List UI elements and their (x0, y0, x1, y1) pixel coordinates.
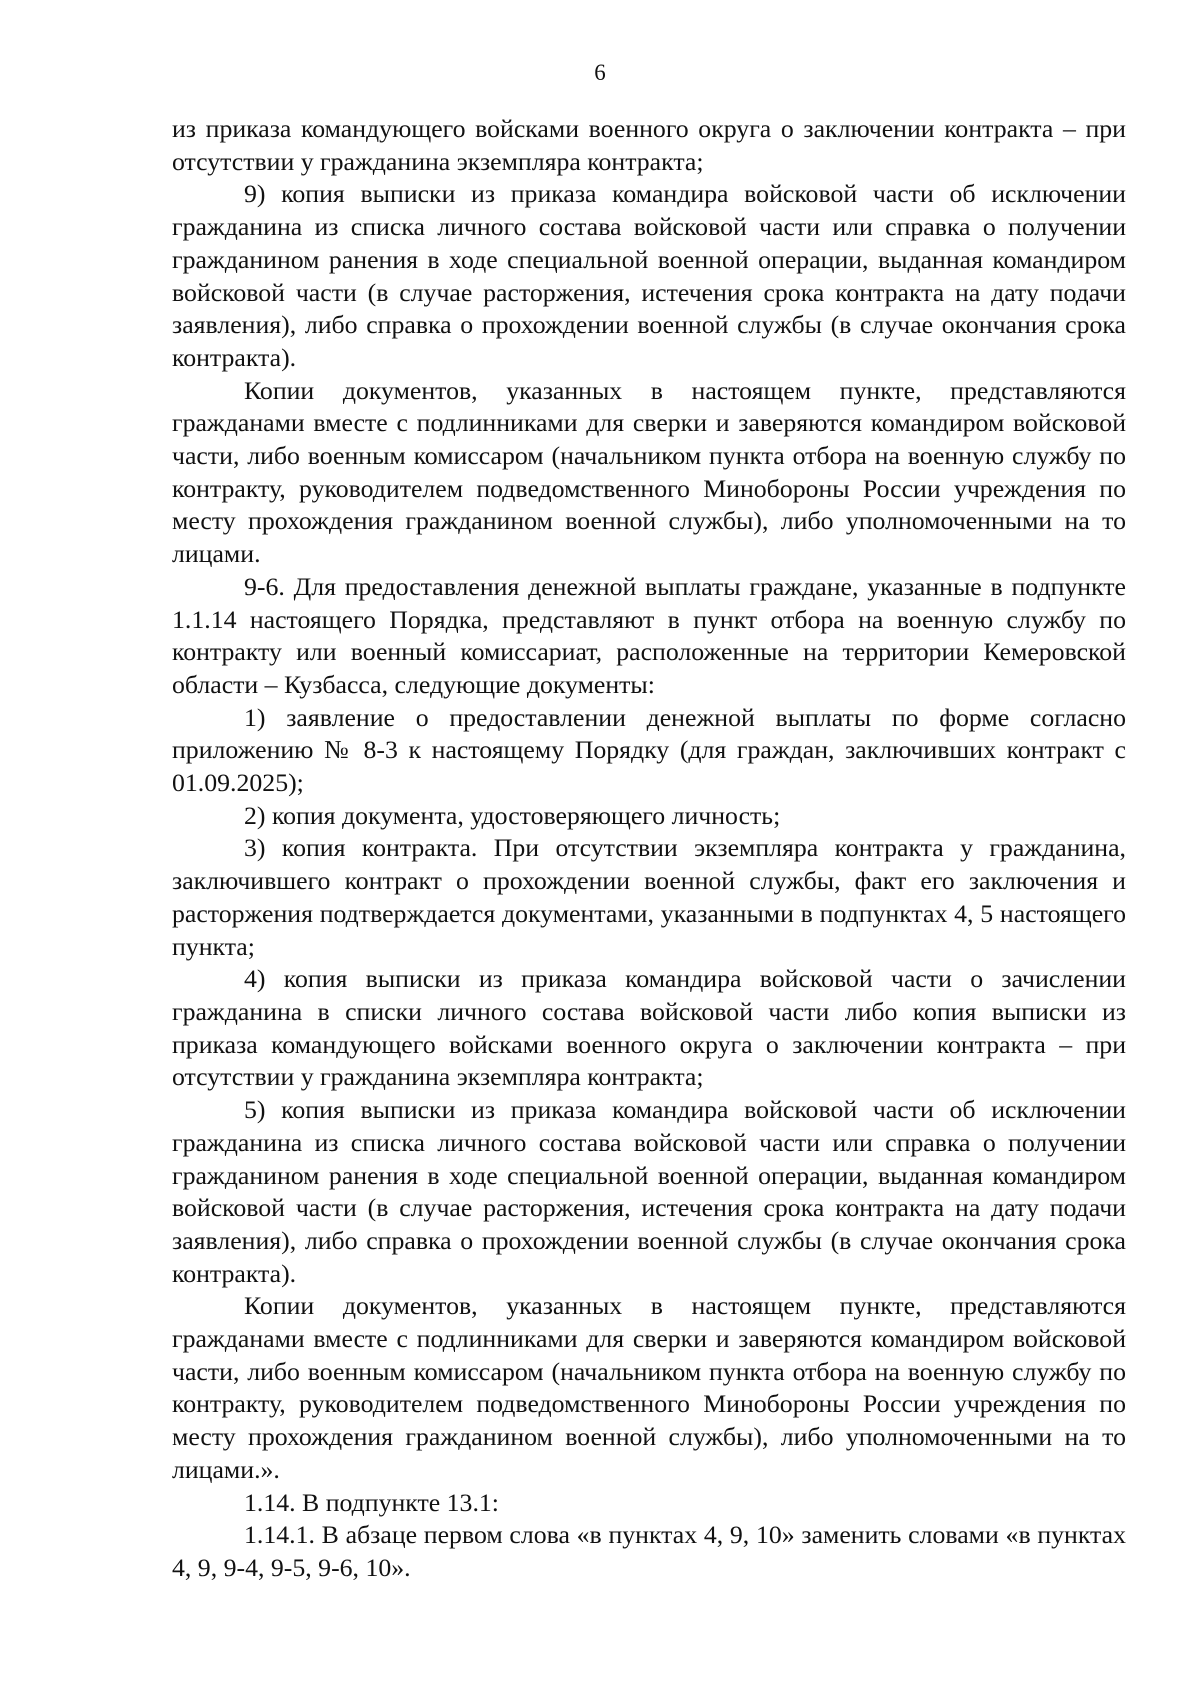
paragraph-item-5: 5) копия выписки из приказа командира войсковой части об исключении гражданина из списка личного состава войсковой части или справка о получении гражданином ранения в ходе специальной военной операции, выданная командиром войсковой части (в случае расторжения, истечения срока контракта на дату подачи заявления), либо справка о прохождении военной службы (в случае окончания срока контракта). (172, 1095, 1126, 1288)
paragraph-clause-9-6: 9-6. Для предоставления денежной выплаты граждане, указанные в подпункте 1.1.14 настоящего Порядка, представляют в пункт отбора на военную службу по контракту или военный комиссариат, расположенные на территории Кемеровской области – Кузбасса, следующие документы: (172, 571, 1126, 699)
paragraph-item-4: 4) копия выписки из приказа командира войсковой части о зачислении гражданина в списки личного состава войсковой части либо копия выписки из приказа командующего войсками военного округа о заключении контракта – при отсутствии у гражданина экземпляра контракта; (172, 964, 1126, 1092)
paragraph-copies-note-2: Копии документов, указанных в настоящем пункте, представляются гражданами вместе с подлинниками для сверки и заверяются командиром войсковой части, либо военным комиссаром (начальником пункта отбора на военную службу по контракту, руководителем подведомственного Минобороны России учреждения по месту прохождения гражданином военной службы), либо уполномоченными на то лицами.». (172, 1291, 1126, 1484)
paragraph-clause-1-14: 1.14. В подпункте 13.1: (244, 1487, 499, 1517)
paragraph-item-3: 3) копия контракта. При отсутствии экземпляра контракта у гражданина, заключившего контракт о прохождении военной службы, факт его заключения и расторжения подтверждается документами, указанными в подпунктах 4, 5 настоящего пункта; (172, 833, 1126, 961)
paragraph-item-1: 1) заявление о предоставлении денежной выплаты по форме согласно приложению № 8-3 к настоящему Порядку (для граждан, заключивших контракт с 01.09.2025); (172, 702, 1126, 798)
paragraph-item-9: 9) копия выписки из приказа командира войсковой части об исключении гражданина из списка личного состава войсковой части или справка о получении гражданином ранения в ходе специальной военной операции, выданная командиром войсковой части (в случае расторжения, истечения срока контракта на дату подачи заявления), либо справка о прохождении военной службы (в случае окончания срока контракта). (172, 179, 1126, 372)
paragraph-continuation: из приказа командующего войсками военного округа о заключении контракта – при отсутствии у гражданина экземпляра контракта; (172, 114, 1126, 176)
paragraph-copies-note: Копии документов, указанных в настоящем пункте, представляются гражданами вместе с подлинниками для сверки и заверяются командиром войсковой части, либо военным комиссаром (начальником пункта отбора на военную службу по контракту, руководителем подведомственного Минобороны России учреждения по месту прохождения гражданином военной службы), либо уполномоченными на то лицами. (172, 375, 1126, 569)
page-number: 6 (594, 60, 606, 85)
paragraph-clause-1-14-1: 1.14.1. В абзаце первом слова «в пунктах 4, 9, 10» заменить словами «в пунктах 4, 9, 9-4, 9-5, 9-6, 10». (172, 1520, 1126, 1582)
document-body (172, 113, 1126, 1585)
paragraph-item-2: 2) копия документа, удостоверяющего личность; (244, 800, 781, 830)
